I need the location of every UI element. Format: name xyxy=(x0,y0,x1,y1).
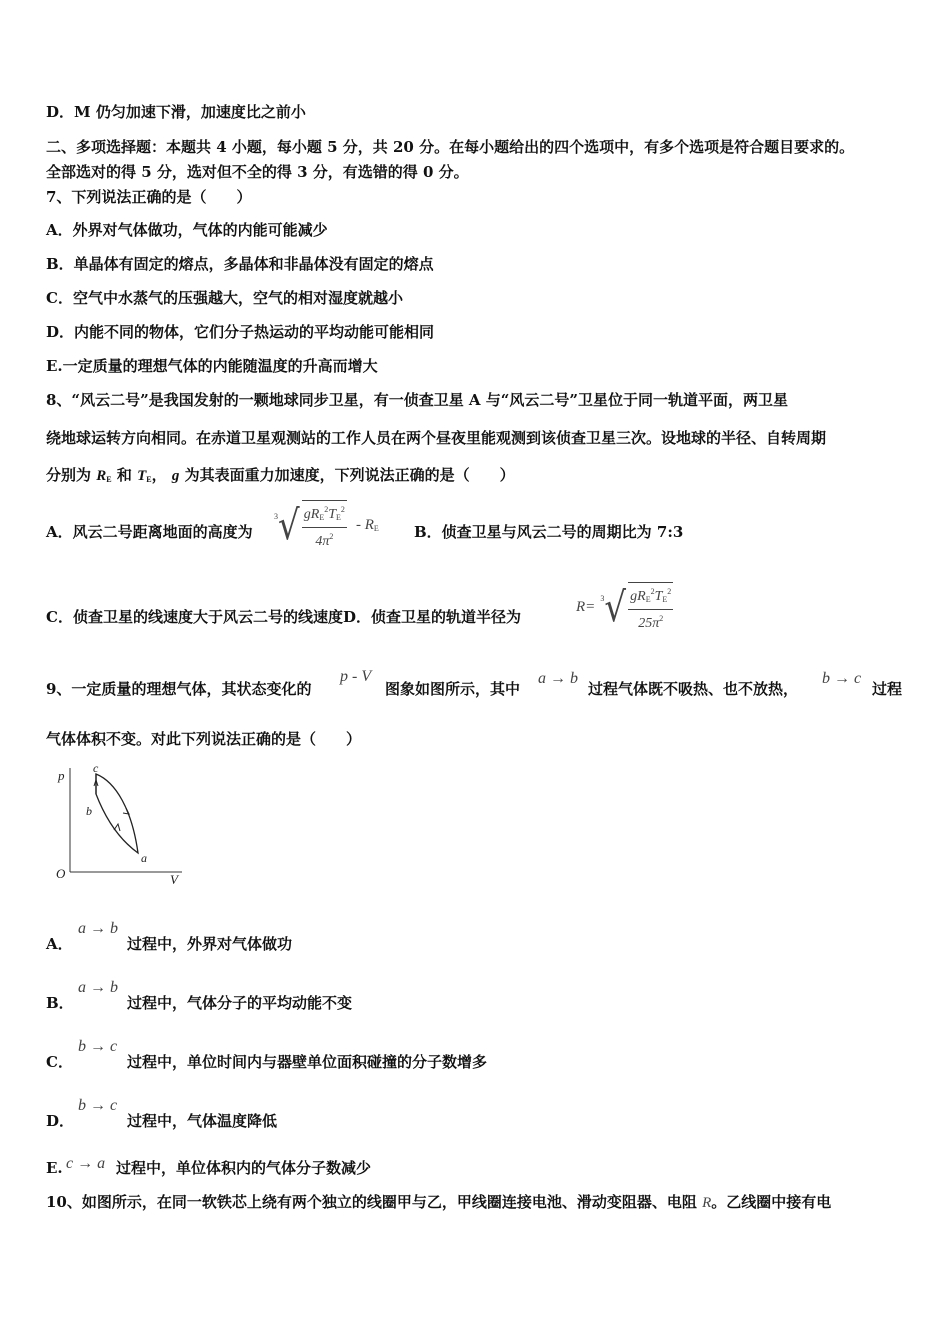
q6-option-d: D．M 仍匀加速下滑，加速度比之前小 xyxy=(46,103,306,121)
q9-stem-2: 气体体积不变。对此下列说法正确的是（ ） xyxy=(46,730,362,748)
label-v: V xyxy=(170,872,178,887)
symbol-te: $T_E$ xyxy=(137,468,152,484)
pv-diagram xyxy=(50,760,190,890)
q9-option-e-label: E. xyxy=(46,1159,63,1177)
q9-option-a-label: A． xyxy=(46,935,73,953)
q8-stem-1: 8、“风云二号”是我国发射的一颗地球同步卫星，有一侦查卫星 A 与“风云二号”卫星位于同一轨道平面，两卫星 xyxy=(46,391,789,409)
q8-option-a: A．风云二号距离地面的高度为 xyxy=(46,523,253,541)
q8-option-b: B．侦查卫星与风云二号的周期比为 7:3 xyxy=(414,523,684,541)
q9-option-c-label: C． xyxy=(46,1053,73,1071)
arrow-ca xyxy=(123,808,129,814)
q9-stem-1d: 过程 xyxy=(872,680,903,698)
q7-stem: 7、下列说法正确的是（ ） xyxy=(46,188,252,206)
q9-option-d-label: D． xyxy=(46,1112,75,1130)
q9-option-b-label: B． xyxy=(46,994,74,1012)
q9-option-e: 过程中，单位体积内的气体分子数减少 xyxy=(116,1159,372,1177)
q8-stem-2: 绕地球运转方向相同。在赤道卫星观测站的工作人员在两个昼夜里能观测到该侦查卫星三次。设地球的半径、自转周期 xyxy=(46,429,827,447)
q9-option-b: 过程中，气体分子的平均动能不变 xyxy=(127,994,353,1012)
q7-option-e: E.一定质量的理想气体的内能随温度的升高而增大 xyxy=(46,357,378,375)
symbol-bc: b → c xyxy=(822,670,862,687)
q7-option-d: D．内能不同的物体，它们分子热运动的平均动能可能相同 xyxy=(46,323,435,341)
label-c: c xyxy=(93,761,99,775)
symbol-r: R xyxy=(702,1195,712,1211)
symbol-g: g xyxy=(171,468,180,484)
q9-option-a: 过程中，外界对气体做功 xyxy=(127,935,293,953)
q7-option-b: B．单晶体有固定的熔点，多晶体和非晶体没有固定的熔点 xyxy=(46,255,434,273)
q8-option-c-d: C．侦查卫星的线速度大于风云二号的线速度D．侦查卫星的轨道半径为 xyxy=(46,608,521,626)
label-origin: O xyxy=(56,866,66,881)
symbol-pv: p - V xyxy=(340,668,372,685)
q9-stem-1a: 9、一定质量的理想气体，其状态变化的 xyxy=(46,680,312,698)
q9-b-symbol: a → b xyxy=(78,979,118,996)
q9-stem-1c: 过程气体既不吸热、也不放热， xyxy=(588,680,799,698)
q7-option-c: C．空气中水蒸气的压强越大，空气的相对湿度就越小 xyxy=(46,289,403,307)
q8-stem-3: 分别为 $R_E$ 和 $T_E$， g 为其表面重力加速度，下列说法正确的是（ ） xyxy=(46,466,515,484)
q9-option-c: 过程中，单位时间内与器壁单位面积碰撞的分子数增多 xyxy=(127,1053,488,1071)
q9-stem-1b: 图象如图所示，其中 xyxy=(385,680,521,698)
q9-option-d: 过程中，气体温度降低 xyxy=(127,1112,278,1130)
section2-heading-1: 二、多项选择题：本题共 4 小题，每小题 5 分，共 20 分。在每小题给出的四个选项中，有多个选项是符合题目要求的。 xyxy=(46,138,855,156)
section2-heading-2: 全部选对的得 5 分，选对但不全的得 3 分，有选错的得 0 分。 xyxy=(46,163,469,181)
formula-radius: R= 3 √ $\frac{gR_E^2T_E^2}{25\pi^2}$ xyxy=(576,583,672,632)
label-b: b xyxy=(86,804,92,818)
q7-option-a: A．外界对气体做功，气体的内能可能减少 xyxy=(46,221,328,239)
q9-c-symbol: b → c xyxy=(78,1038,118,1055)
symbol-ab: a → b xyxy=(538,670,578,687)
q10-stem: 10、如图所示，在同一软铁芯上绕有两个独立的线圈甲与乙，甲线圈连接电池、滑动变阻器、电阻 R。乙线圈中接有电 xyxy=(46,1193,832,1211)
label-a: a xyxy=(141,851,147,865)
q9-e-symbol: c → a xyxy=(66,1155,106,1172)
formula-height: 3 √ $\frac{gR_E^2T_E^2}{4\pi^2}$ - $R_E$ xyxy=(274,501,379,550)
symbol-re: $R_E$ xyxy=(96,468,112,484)
q9-a-symbol: a → b xyxy=(78,920,118,937)
q9-d-symbol: b → c xyxy=(78,1097,118,1114)
cycle-curve xyxy=(96,774,138,853)
label-p: p xyxy=(58,768,65,783)
